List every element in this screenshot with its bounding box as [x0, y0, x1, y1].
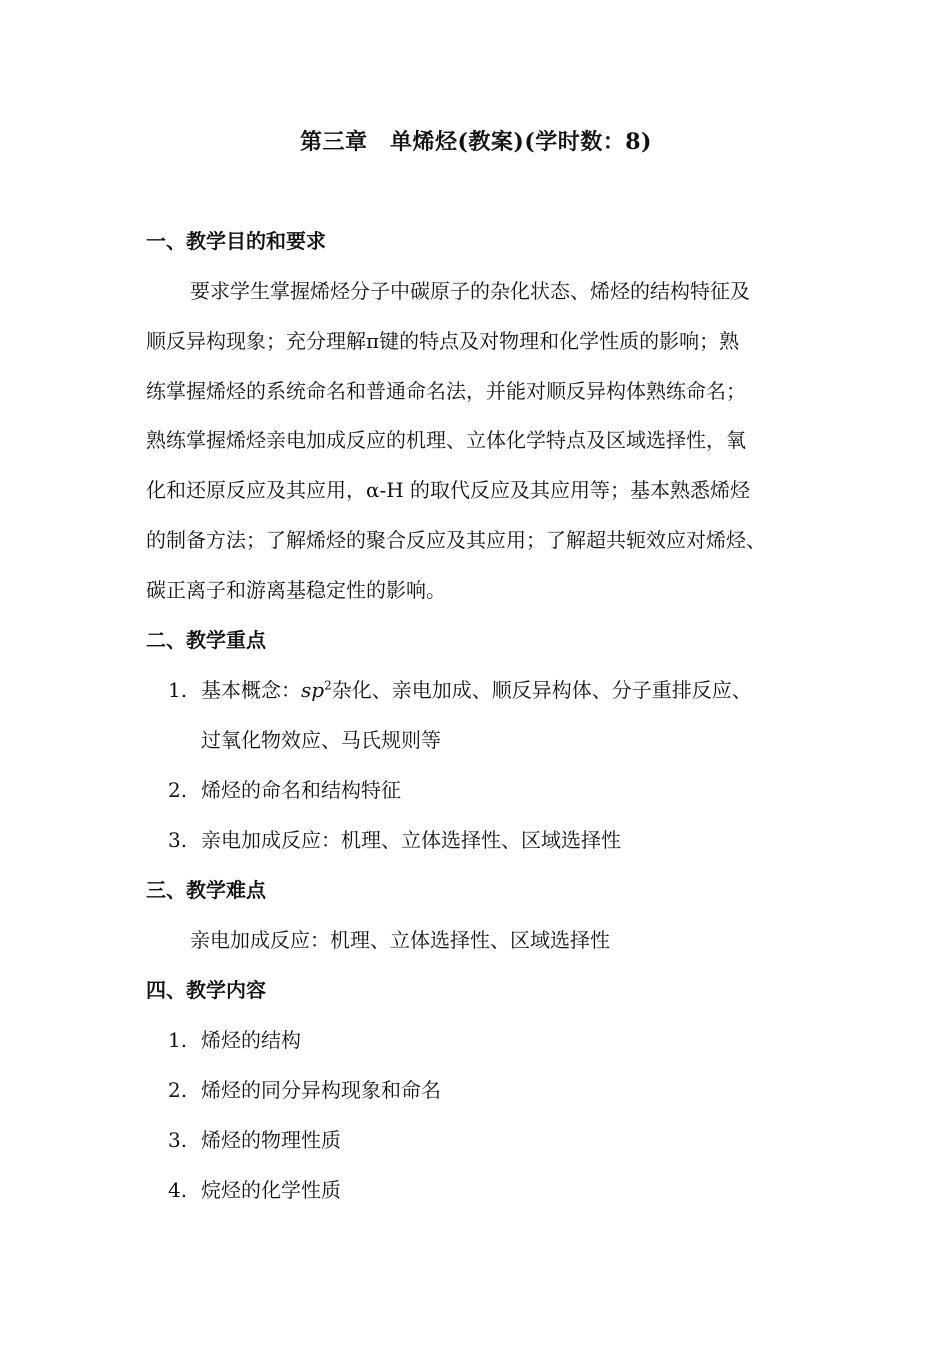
- list-number: 3.: [168, 828, 188, 852]
- list-item: [168, 775, 401, 805]
- list-number: 1.: [168, 678, 188, 702]
- list-text: 烯烃的命名和结构特征: [201, 778, 401, 802]
- list-number: 2.: [168, 1078, 188, 1102]
- section-heading-difficulties: 三、教学难点: [146, 878, 266, 902]
- paragraph-line: 练掌握烯烃的系统命名和普通命名法，并能对顺反异构体熟练命名；: [146, 379, 746, 403]
- list-text: 亲电加成反应：机理、立体选择性、区域选择性: [201, 828, 621, 852]
- list-text: 烷烃的化学性质: [201, 1178, 341, 1202]
- list-item: [168, 1125, 341, 1155]
- list-number: 4.: [168, 1178, 188, 1202]
- paragraph-line: 顺反异构现象；充分理解π键的特点及对物理和化学性质的影响；熟: [146, 329, 740, 353]
- list-item: [168, 1025, 301, 1055]
- paragraph-line: 亲电加成反应：机理、立体选择性、区域选择性: [190, 928, 610, 952]
- section-heading-key-points: 二、教学重点: [146, 628, 266, 652]
- list-text: 烯烃的同分异构现象和命名: [201, 1078, 441, 1102]
- list-text: 烯烃的结构: [201, 1028, 301, 1052]
- paragraph-line: 的制备方法；了解烯烃的聚合反应及其应用；了解超共轭效应对烯烃、: [146, 528, 766, 552]
- sp-term: sp: [301, 678, 325, 702]
- list-number: 1.: [168, 1028, 188, 1052]
- section-heading-objectives: 一、教学目的和要求: [146, 229, 326, 253]
- paragraph-line: 化和还原反应及其应用，α-H 的取代反应及其应用等；基本熟悉烯烃: [146, 478, 751, 502]
- superscript: 2: [324, 678, 332, 693]
- page-title: 第三章 单烯烃(教案)(学时数：8): [300, 129, 652, 155]
- list-number: 2.: [168, 778, 188, 802]
- list-item: [168, 1175, 341, 1205]
- section-heading-content: 四、教学内容: [146, 978, 266, 1002]
- list-item-continuation: 过氧化物效应、马氏规则等: [201, 728, 441, 752]
- list-item: [168, 675, 752, 705]
- list-item: [168, 1075, 441, 1105]
- list-number: 3.: [168, 1128, 188, 1152]
- list-text: 基本概念：: [201, 678, 301, 702]
- list-text: 烯烃的物理性质: [201, 1128, 341, 1152]
- paragraph-line: 熟练掌握烯烃亲电加成反应的机理、立体化学特点及区域选择性，氧: [146, 428, 746, 452]
- list-text: 杂化、亲电加成、顺反异构体、分子重排反应、: [331, 678, 752, 702]
- list-item: [168, 825, 621, 855]
- paragraph-line: 碳正离子和游离基稳定性的影响。: [146, 578, 446, 602]
- paragraph-line: 要求学生掌握烯烃分子中碳原子的杂化状态、烯烃的结构特征及: [190, 279, 750, 303]
